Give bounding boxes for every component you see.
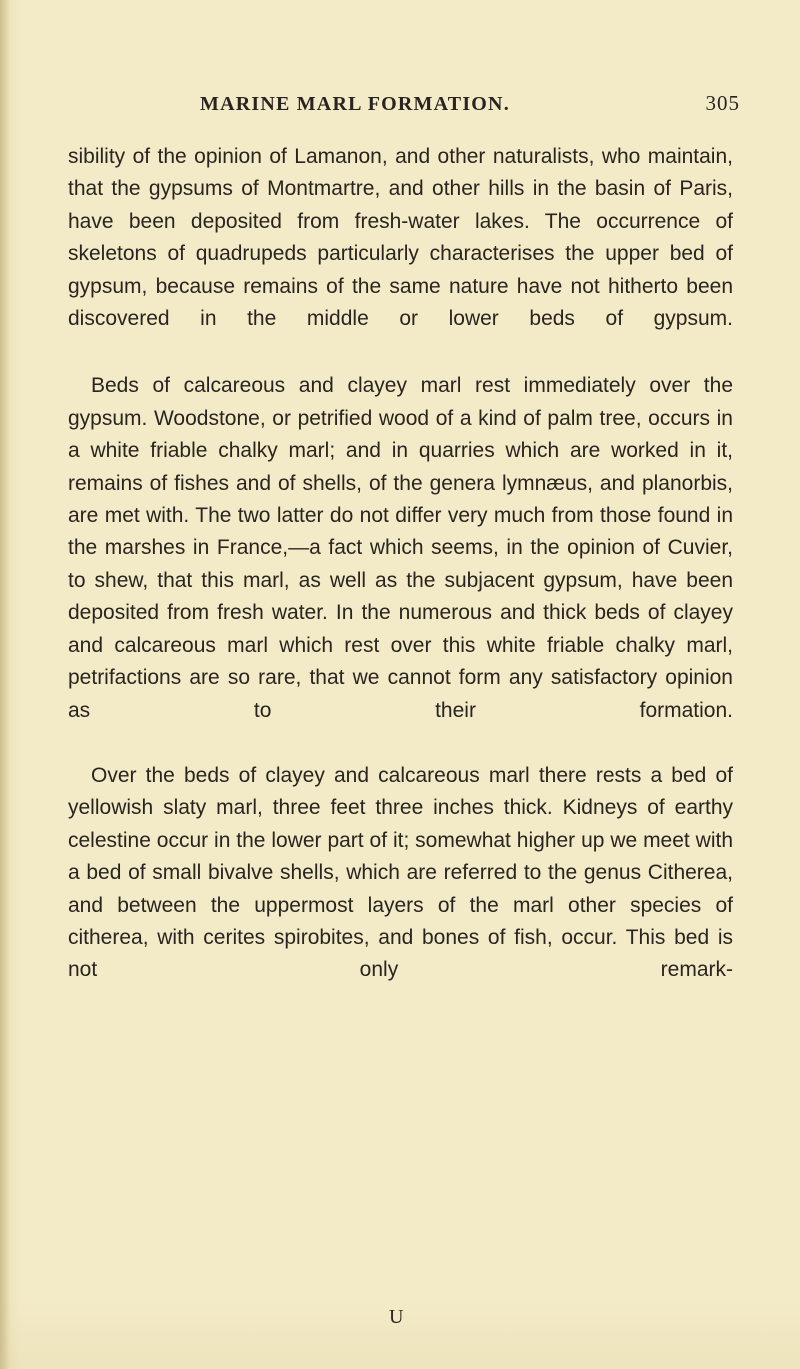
signature-mark: U <box>389 1306 405 1328</box>
page-number: 305 <box>705 91 740 115</box>
paragraph-3: Over the beds of clayey and calcareous marl there rests a bed of yellowish slaty marl, three feet three inches thick. Kidneys of earthy celestine occur in the lower part of it; somewhat higher up we meet with a bed of small bivalve shells, which are referred to the genus Citherea, and between the uppermost layers of the marl other species of citherea, with cerites spirobites, and bones of fish, occur. This bed is not only remark- <box>68 763 733 982</box>
body-text <box>68 141 733 987</box>
paragraph-2: Beds of calcareous and clayey marl rest immediately over the gypsum. Woodstone, or petrified wood of a kind of palm tree, occurs in a white friable chalky marl; and in quarries which are worked in it, remains of fishes and of shells, of the genera lymnæus, and planorbis, are met with. The two latter do not differ very much from those found in the marshes in France,—a fact which seems, in the opinion of Cuvier, to shew, that this marl, as well as the subjacent gypsum, have been deposited from fresh water. In the numerous and thick beds of clayey and calcareous marl which rest over this white friable chalky marl, petrifactions are so rare, that we cannot form any satisfactory opinion as to their formation. <box>68 374 733 722</box>
running-head <box>60 93 760 123</box>
running-title: MARINE MARL FORMATION. <box>200 93 510 115</box>
page-gutter-shadow <box>0 0 10 1369</box>
paragraph-1: sibility of the opinion of Lamanon, and other naturalists, who maintain, that the gypsums of Montmartre, and other hills in the basin of Paris, have been deposited from fresh-water lakes. The occurrence of skeletons of quadrupeds particularly characterises the upper bed of gypsum, because remains of the same nature have not hitherto been discovered in the middle or lower beds of gypsum. <box>68 145 733 331</box>
